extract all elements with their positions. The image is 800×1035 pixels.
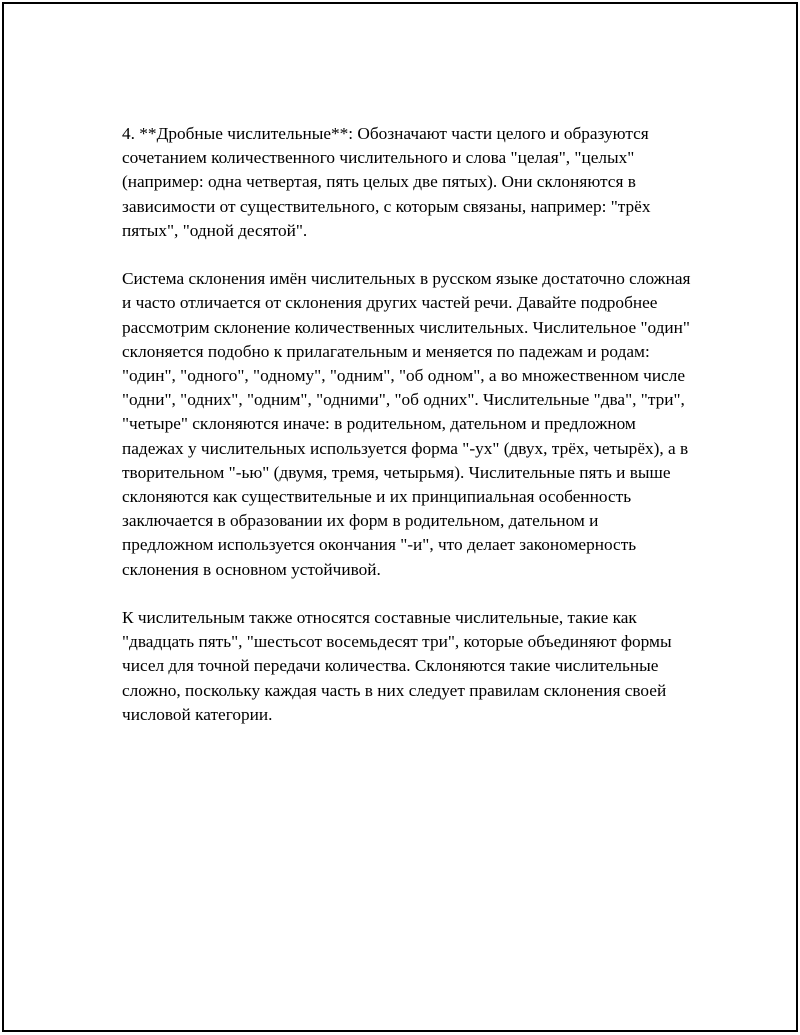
paragraph-declension-system: Система склонения имён числительных в русском языке достаточно сложная и часто отличается от склонения других частей речи. Давайте подробнее рассмотрим склонение количественных числительных. Числительное "один" склоняется подобно к прилагательным и меняется по падежам и родам: "один", "одного", "одному", "одним", "об одном", а во множественном числе "одни", "одних", "одним", "одними", "об одних". Числительные "два", "три", "четыре" склоняются иначе: в родительном, дательном и предложном падежах у числительных используется форма "-ух" (двух, трёх, четырёх), а в творительном "-ью" (двумя, тремя, четырьмя). Числительные пять и выше склоняются как существительные и их принципиальная особенность заключается в образовании их форм в родительном, дательном и предложном используется окончания "-и", что делает закономерность склонения в основном устойчивой.: [122, 269, 691, 579]
document-body: [122, 122, 694, 751]
paragraph-fractional-numerals: 4. **Дробные числительные**: Обозначают части целого и образуются сочетанием количественного числительного и слова "целая", "целых" (например: одна четвертая, пять целых две пятых). Они склоняются в зависимости от существительного, с которым связаны, например: "трёх пятых", "одной десятой".: [122, 124, 651, 240]
paragraph-compound-numerals: К числительным также относятся составные числительные, такие как "двадцать пять", "шестьсот восемьдесят три", которые объединяют формы чисел для точной передачи количества. Склоняются такие числительные сложно, поскольку каждая часть в них следует правилам склонения своей числовой категории.: [122, 608, 672, 724]
page-frame: [2, 2, 798, 1032]
